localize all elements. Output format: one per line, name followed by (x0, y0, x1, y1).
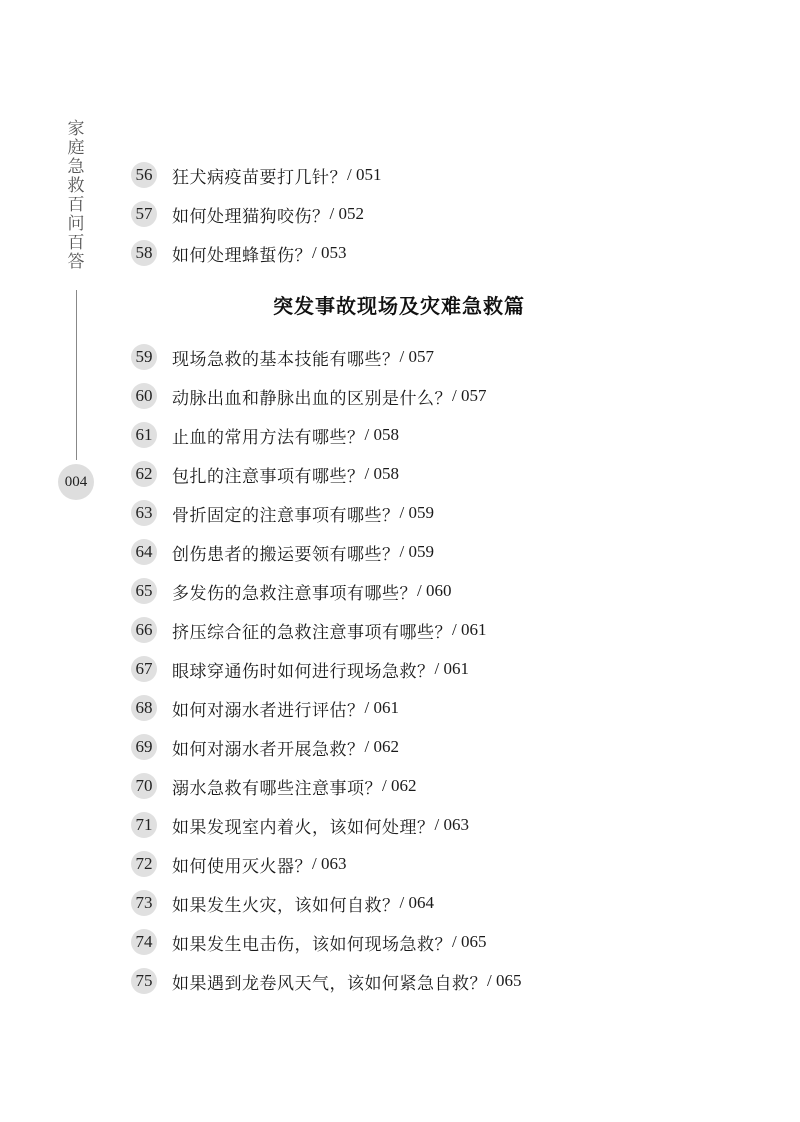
toc-entry-73 (131, 890, 434, 916)
entry-title: 如何处理蜂蜇伤？ (172, 245, 312, 266)
entry-number: 70 (131, 773, 157, 799)
toc-entry-74 (131, 929, 486, 955)
entry-number: 63 (131, 500, 157, 526)
toc-entry-69 (131, 734, 399, 760)
entry-number: 60 (131, 383, 157, 409)
toc-entry-56 (131, 162, 381, 188)
entry-title: 如何处理猫狗咬伤？ (172, 206, 330, 227)
toc-entry-61 (131, 422, 399, 448)
sidebar-divider-line (76, 290, 77, 460)
entry-title: 如何对溺水者开展急救？ (172, 739, 365, 760)
entry-number: 64 (131, 539, 157, 565)
entry-page: / 060 (417, 581, 452, 600)
entry-title: 多发伤的急救注意事项有哪些？ (172, 583, 417, 604)
entry-number: 56 (131, 162, 157, 188)
entry-page: / 059 (399, 503, 434, 522)
entry-page: / 061 (364, 698, 399, 717)
entry-page: / 061 (452, 620, 487, 639)
entry-number: 67 (131, 656, 157, 682)
entry-page: / 062 (364, 737, 399, 756)
entry-number: 69 (131, 734, 157, 760)
entry-number: 59 (131, 344, 157, 370)
entry-title: 挤压综合征的急救注意事项有哪些？ (172, 622, 452, 643)
entry-title: 如何使用灭火器？ (172, 856, 312, 877)
toc-entry-59 (131, 344, 434, 370)
book-title: 家庭急救百问百答 (67, 119, 85, 272)
entry-number: 66 (131, 617, 157, 643)
page-number: 004 (58, 464, 94, 500)
toc-entry-60 (131, 383, 486, 409)
toc-entry-62 (131, 461, 399, 487)
entry-title: 现场急救的基本技能有哪些？ (172, 349, 400, 370)
entry-title: 如何对溺水者进行评估？ (172, 700, 365, 721)
entry-page: / 061 (434, 659, 469, 678)
entry-title: 如果发现室内着火，该如何处理？ (172, 817, 435, 838)
entry-title: 如果发生电击伤，该如何现场急救？ (172, 934, 452, 955)
entry-number: 65 (131, 578, 157, 604)
toc-entry-71 (131, 812, 469, 838)
entry-title: 狂犬病疫苗要打几针？ (172, 167, 347, 188)
entry-page: / 051 (347, 165, 382, 184)
entry-page: / 057 (452, 386, 487, 405)
entry-number: 75 (131, 968, 157, 994)
entry-number: 68 (131, 695, 157, 721)
entry-title: 溺水急救有哪些注意事项？ (172, 778, 382, 799)
entry-number: 73 (131, 890, 157, 916)
entry-page: / 058 (364, 425, 399, 444)
toc-entry-68 (131, 695, 399, 721)
entry-page: / 063 (434, 815, 469, 834)
entry-page: / 058 (364, 464, 399, 483)
entry-number: 57 (131, 201, 157, 227)
entry-title: 创伤患者的搬运要领有哪些？ (172, 544, 400, 565)
entry-title: 眼球穿通伤时如何进行现场急救？ (172, 661, 435, 682)
section-heading: 突发事故现场及灾难急救篇 (273, 294, 525, 318)
entry-page: / 065 (452, 932, 487, 951)
toc-entry-72 (131, 851, 346, 877)
entry-number: 61 (131, 422, 157, 448)
entry-title: 动脉出血和静脉出血的区别是什么？ (172, 388, 452, 409)
entry-title: 如果遇到龙卷风天气，该如何紧急自救？ (172, 973, 487, 994)
entry-page: / 059 (399, 542, 434, 561)
entry-number: 58 (131, 240, 157, 266)
entry-title: 止血的常用方法有哪些？ (172, 427, 365, 448)
entry-number: 62 (131, 461, 157, 487)
entry-number: 72 (131, 851, 157, 877)
toc-entry-57 (131, 201, 364, 227)
toc-entry-66 (131, 617, 486, 643)
entry-page: / 065 (487, 971, 522, 990)
entry-title: 包扎的注意事项有哪些？ (172, 466, 365, 487)
toc-entry-58 (131, 240, 346, 266)
entry-number: 74 (131, 929, 157, 955)
entry-page: / 063 (312, 854, 347, 873)
entry-title: 如果发生火灾，该如何自救？ (172, 895, 400, 916)
entry-page: / 057 (399, 347, 434, 366)
sidebar (56, 119, 96, 490)
toc-entry-64 (131, 539, 434, 565)
entry-page: / 062 (382, 776, 417, 795)
toc-entry-63 (131, 500, 434, 526)
entry-page: / 064 (399, 893, 434, 912)
toc-entry-70 (131, 773, 416, 799)
entry-number: 71 (131, 812, 157, 838)
toc-entry-75 (131, 968, 521, 994)
entry-title: 骨折固定的注意事项有哪些？ (172, 505, 400, 526)
entry-page: / 052 (329, 204, 364, 223)
toc-entry-65 (131, 578, 451, 604)
entry-page: / 053 (312, 243, 347, 262)
toc-entry-67 (131, 656, 469, 682)
